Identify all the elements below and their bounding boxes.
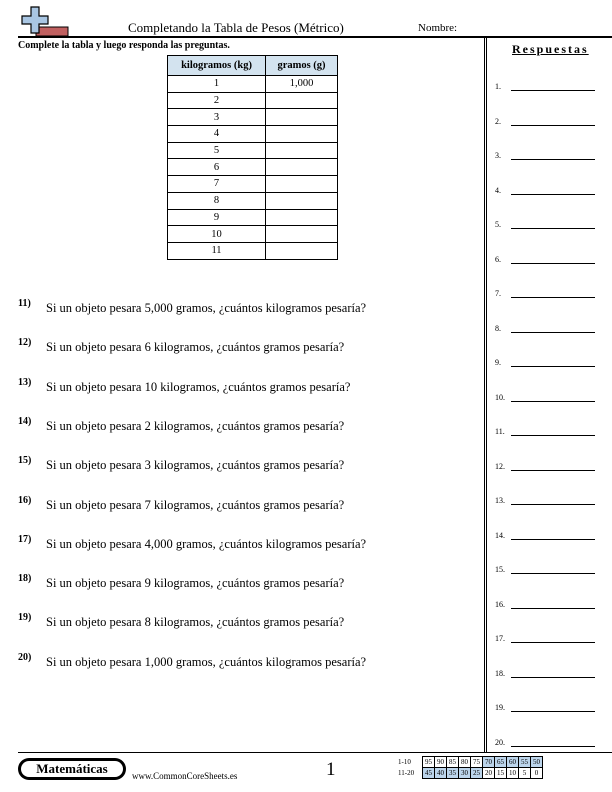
answer-number: 15. — [495, 565, 505, 574]
answer-blank[interactable] — [511, 642, 595, 643]
score-row — [398, 757, 543, 768]
footer-divider — [18, 752, 612, 753]
answer-row — [495, 353, 595, 367]
question-item — [18, 298, 478, 316]
instructions: Complete la tabla y luego responda las preguntas. — [18, 40, 230, 51]
score-cell: 80 — [459, 757, 471, 768]
question-text: Si un objeto pesara 3 kilogramos, ¿cuántos gramos pesaría? — [46, 458, 345, 473]
table-row — [168, 142, 338, 159]
kilograms-cell: 3 — [168, 109, 266, 126]
answer-row — [495, 526, 595, 540]
question-text: Si un objeto pesara 5,000 gramos, ¿cuántos kilogramos pesaría? — [46, 301, 367, 315]
score-range-label: 1-10 — [398, 758, 411, 766]
answer-number: 1. — [495, 82, 501, 91]
answer-number: 14. — [495, 530, 505, 540]
conversion-table — [167, 55, 338, 260]
kilograms-cell: 10 — [168, 226, 266, 243]
score-cell: 55 — [519, 757, 531, 768]
answer-row — [495, 77, 595, 91]
question-number: 12) — [18, 337, 32, 349]
answer-row — [495, 146, 595, 160]
score-cell: 50 — [531, 757, 543, 768]
question-text: Si un objeto pesara 9 kilogramos, ¿cuántos gramos pesaría? — [46, 576, 345, 591]
answer-row — [495, 457, 595, 471]
table-row — [168, 159, 338, 176]
score-cell: 30 — [459, 768, 471, 779]
score-cell: 40 — [435, 768, 447, 779]
grams-cell[interactable] — [266, 226, 338, 243]
answer-number: 10. — [495, 392, 505, 402]
kilograms-cell: 6 — [168, 159, 266, 176]
question-number: 13) — [18, 376, 32, 388]
kilograms-cell: 5 — [168, 142, 266, 159]
score-cell: 90 — [435, 757, 447, 768]
answer-row — [495, 491, 595, 505]
answer-row — [495, 664, 595, 678]
score-cell: 65 — [495, 757, 507, 768]
column-header-kilograms: kilogramos (kg) — [168, 56, 266, 76]
answer-row — [495, 112, 595, 126]
answer-blank[interactable] — [511, 470, 595, 471]
grams-cell[interactable] — [266, 109, 338, 126]
answer-number: 8. — [495, 323, 501, 333]
table-row — [168, 226, 338, 243]
answer-blank[interactable] — [511, 263, 595, 264]
grams-cell[interactable] — [266, 92, 338, 109]
answer-number: 7. — [495, 289, 501, 298]
answer-blank[interactable] — [511, 435, 595, 436]
question-item — [18, 573, 478, 591]
answer-blank[interactable] — [511, 746, 595, 747]
question-item — [18, 337, 478, 355]
answer-row — [495, 560, 595, 574]
grams-cell[interactable] — [266, 142, 338, 159]
answers-heading: Respuestas — [512, 42, 589, 56]
score-cell: 85 — [447, 757, 459, 768]
kilograms-cell: 7 — [168, 176, 266, 193]
brand-label: Matemáticas — [21, 761, 123, 777]
score-cell: 5 — [519, 768, 531, 779]
question-item — [18, 495, 478, 513]
grams-cell: 1,000 — [266, 76, 338, 93]
plus-logo-icon — [18, 6, 70, 38]
question-number: 17) — [18, 533, 32, 545]
kilograms-cell: 8 — [168, 192, 266, 209]
answer-number: 11. — [495, 427, 505, 436]
answer-number: 17. — [495, 634, 505, 643]
score-cell: 60 — [507, 757, 519, 768]
question-text: Si un objeto pesara 7 kilogramos, ¿cuántos gramos pesaría? — [46, 497, 345, 512]
score-table-body — [398, 757, 543, 779]
kilograms-cell: 4 — [168, 126, 266, 143]
question-number: 15) — [18, 455, 32, 467]
table-row — [168, 92, 338, 109]
kilograms-cell: 9 — [168, 209, 266, 226]
question-number: 20) — [18, 651, 32, 663]
answer-blank[interactable] — [511, 194, 595, 195]
table-body — [168, 76, 338, 260]
answer-sidebar-divider — [484, 38, 487, 752]
answer-number: 9. — [495, 358, 501, 367]
table-row — [168, 109, 338, 126]
question-text: Si un objeto pesara 8 kilogramos, ¿cuántos gramos pesaría? — [46, 615, 345, 630]
score-cell: 35 — [447, 768, 459, 779]
question-item — [18, 416, 478, 434]
table-row — [168, 209, 338, 226]
question-text: Si un objeto pesara 4,000 gramos, ¿cuántos kilogramos pesaría? — [46, 536, 367, 551]
score-range-label: 11-20 — [398, 769, 415, 777]
answer-number: 2. — [495, 116, 501, 126]
answer-row — [495, 422, 595, 436]
answer-blank[interactable] — [511, 125, 595, 126]
answer-number: 3. — [495, 151, 501, 160]
answer-row — [495, 595, 595, 609]
grams-cell[interactable] — [266, 209, 338, 226]
answer-blank[interactable] — [511, 228, 595, 229]
column-header-grams: gramos (g) — [266, 56, 338, 76]
answer-blank[interactable] — [511, 608, 595, 609]
answer-blank[interactable] — [511, 366, 595, 367]
question-number: 14) — [18, 415, 32, 427]
table-row — [168, 192, 338, 209]
worksheet-title: Completando la Tabla de Pesos (Métrico) — [128, 20, 344, 35]
answer-row — [495, 388, 595, 402]
question-number: 18) — [18, 573, 32, 585]
answer-number: 16. — [495, 599, 505, 609]
answer-row — [495, 319, 595, 333]
score-cell: 20 — [483, 768, 495, 779]
kilograms-cell: 11 — [168, 242, 266, 259]
answer-number: 19. — [495, 703, 505, 712]
score-cell: 70 — [483, 757, 495, 768]
answer-number: 6. — [495, 254, 501, 264]
score-cell: 45 — [423, 768, 435, 779]
question-text: Si un objeto pesara 10 kilogramos, ¿cuántos gramos pesaría? — [46, 379, 351, 394]
grams-cell[interactable] — [266, 192, 338, 209]
question-item — [18, 612, 478, 630]
answer-row — [495, 215, 595, 229]
score-cell: 25 — [471, 768, 483, 779]
grams-cell[interactable] — [266, 126, 338, 143]
question-item — [18, 534, 478, 552]
answer-number: 20. — [495, 737, 505, 747]
kilograms-cell: 1 — [168, 76, 266, 93]
table-row — [168, 176, 338, 193]
answer-row — [495, 629, 595, 643]
table-row — [168, 242, 338, 259]
score-cell: 15 — [495, 768, 507, 779]
table-row — [168, 76, 338, 93]
question-text: Si un objeto pesara 1,000 gramos, ¿cuántos kilogramos pesaría? — [46, 654, 367, 669]
answer-blank[interactable] — [511, 159, 595, 160]
score-cell: 75 — [471, 757, 483, 768]
name-label: Nombre: — [418, 22, 458, 34]
answer-row — [495, 181, 595, 195]
page-number: 1 — [326, 759, 336, 780]
score-table — [398, 756, 543, 779]
answer-row — [495, 250, 595, 264]
table-row — [168, 126, 338, 143]
score-cell: 95 — [423, 757, 435, 768]
answer-row — [495, 698, 595, 712]
score-cell: 0 — [531, 768, 543, 779]
website-link[interactable]: www.CommonCoreSheets.es — [132, 771, 238, 781]
answer-number: 13. — [495, 496, 505, 505]
question-text: Si un objeto pesara 2 kilogramos, ¿cuántos gramos pesaría? — [46, 418, 345, 433]
answer-number: 12. — [495, 461, 505, 471]
question-item — [18, 377, 478, 395]
question-number: 11) — [18, 298, 31, 309]
answer-number: 5. — [495, 220, 501, 229]
question-item — [18, 652, 478, 670]
answer-blank[interactable] — [511, 573, 595, 574]
answer-row — [495, 733, 595, 747]
answer-row — [495, 284, 595, 298]
answer-blank[interactable] — [511, 539, 595, 540]
grams-cell[interactable] — [266, 159, 338, 176]
table-header-row — [168, 56, 338, 76]
answer-number: 18. — [495, 668, 505, 678]
answer-blank[interactable] — [511, 332, 595, 333]
answer-blank[interactable] — [511, 677, 595, 678]
question-text: Si un objeto pesara 6 kilogramos, ¿cuántos gramos pesaría? — [46, 340, 345, 355]
question-number: 16) — [18, 494, 32, 506]
kilograms-cell: 2 — [168, 92, 266, 109]
question-number: 19) — [18, 612, 32, 624]
answer-blank[interactable] — [511, 297, 595, 298]
answer-blank[interactable] — [511, 401, 595, 402]
grams-cell[interactable] — [266, 176, 338, 193]
answer-number: 4. — [495, 185, 501, 195]
grams-cell[interactable] — [266, 242, 338, 259]
answer-blank[interactable] — [511, 90, 595, 91]
question-item — [18, 455, 478, 473]
brand-badge — [18, 758, 126, 780]
answer-blank[interactable] — [511, 711, 595, 712]
answer-blank[interactable] — [511, 504, 595, 505]
score-row — [398, 768, 543, 779]
header-divider — [18, 36, 612, 38]
score-cell: 10 — [507, 768, 519, 779]
